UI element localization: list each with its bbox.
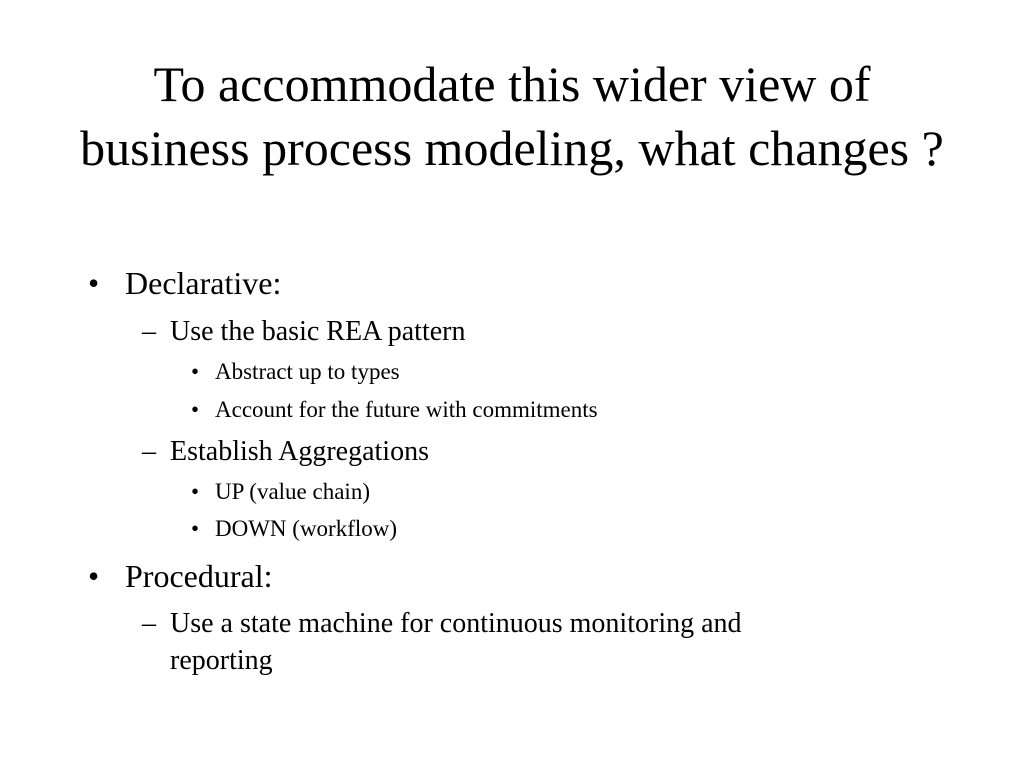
bullet-text: Declarative: bbox=[125, 265, 282, 301]
bullet-text: Use the basic REA pattern bbox=[170, 316, 466, 347]
bullet-procedural bbox=[88, 557, 273, 595]
bullet-marker: • bbox=[88, 558, 100, 594]
dash-marker: – bbox=[142, 608, 156, 639]
bullet-text: Establish Aggregations bbox=[170, 436, 429, 467]
bullet-marker: • bbox=[191, 479, 200, 504]
bullet-marker: • bbox=[191, 359, 200, 384]
title-line-1: To accommodate this wider view of bbox=[153, 56, 871, 112]
bullet-text: UP (value chain) bbox=[215, 479, 370, 504]
dash-marker: – bbox=[142, 436, 156, 467]
bullet-text: Procedural: bbox=[125, 558, 273, 594]
bullet-declarative bbox=[88, 264, 282, 302]
bullet-marker: • bbox=[191, 516, 200, 541]
sub-bullet-state-machine bbox=[142, 606, 742, 642]
bullet-marker: • bbox=[88, 265, 100, 301]
sub-bullet-rea-pattern bbox=[142, 314, 466, 350]
sub-sub-bullet-up-value-chain bbox=[191, 477, 370, 507]
bullet-text: Use a state machine for continuous monitoring and bbox=[170, 608, 742, 639]
sub-bullet-state-machine-continuation bbox=[170, 643, 273, 679]
bullet-text: reporting bbox=[170, 645, 273, 676]
bullet-text: DOWN (workflow) bbox=[215, 516, 398, 541]
sub-bullet-aggregations bbox=[142, 434, 429, 470]
bullet-marker: • bbox=[191, 397, 200, 422]
sub-sub-bullet-abstract-types bbox=[191, 357, 400, 387]
title-line-2: business process modeling, what changes ? bbox=[80, 120, 944, 176]
dash-marker: – bbox=[142, 316, 156, 347]
sub-sub-bullet-down-workflow bbox=[191, 514, 398, 544]
bullet-text: Abstract up to types bbox=[215, 359, 400, 384]
sub-sub-bullet-commitments bbox=[191, 395, 598, 425]
bullet-text: Account for the future with commitments bbox=[215, 397, 598, 422]
